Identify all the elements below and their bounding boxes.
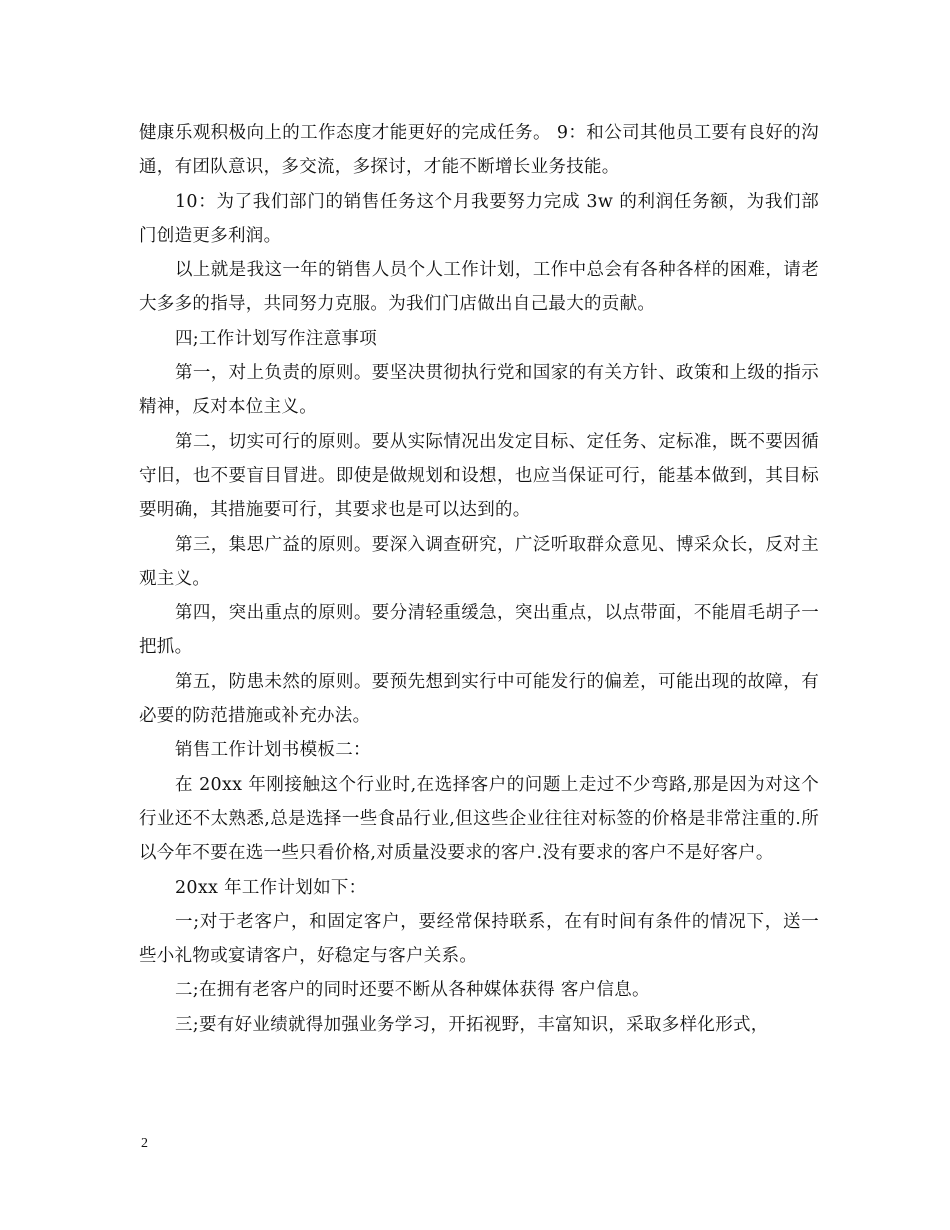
paragraph: 10：为了我们部门的销售任务这个月我要努力完成 3w 的利润任务额，为我们部门创造更多利润。 [139, 191, 819, 246]
paragraph: 第五，防患未然的原则。要预先想到实行中可能发行的偏差，可能出现的故障，有必要的防范措施或补充办法。 [139, 671, 819, 727]
paragraph: 第四，突出重点的原则。要分清轻重缓急，突出重点，以点带面，不能眉毛胡子一把抓。 [139, 603, 819, 658]
page-number: 2 [141, 1136, 148, 1151]
paragraph: 第一，对上负责的原则。要坚决贯彻执行党和国家的有关方针、政策和上级的指示精神，反对本位主义。 [139, 363, 819, 418]
paragraph: 一;对于老客户，和固定客户，要经常保持联系，在有时间有条件的情况下，送一些小礼物或宴请客户，好稳定与客户关系。 [139, 911, 819, 967]
section-heading: 20xx 年工作计划如下： [175, 877, 367, 898]
paragraph: 第二，切实可行的原则。要从实际情况出发定目标、定任务、定标准，既不要因循守旧，也不要盲目冒进。即使是做规划和设想，也应当保证可行，能基本做到，其目标要明确，其措施要可行，其要求也是可以达到的。 [139, 431, 819, 521]
paragraph: 二;在拥有老客户的同时还要不断从各种媒体获得 客户信息。 [175, 980, 650, 1001]
paragraph: 在 20xx 年刚接触这个行业时,在选择客户的问题上走过不少弯路,那是因为对这个行业还不太熟悉,总是选择一些食品行业,但这些企业往往对标签的价格是非常注重的.所以今年不要在选一些只看价格,对质量没要求的客户.没有要求的客户不是好客户。 [139, 774, 819, 864]
document-body [139, 116, 819, 1042]
paragraph: 健康乐观积极向上的工作态度才能更好的完成任务。 9：和公司其他员工要有良好的沟通，有团队意识，多交流，多探讨，才能不断增长业务技能。 [139, 123, 819, 178]
section-heading: 四;工作计划写作注意事项 [175, 328, 377, 349]
paragraph: 三;要有好业绩就得加强业务学习，开拓视野，丰富知识，采取多样化形式， [175, 1014, 769, 1035]
paragraph: 以上就是我这一年的销售人员个人工作计划，工作中总会有各种各样的困难，请老大多多的指导，共同努力克服。为我们门店做出自己最大的贡献。 [139, 260, 819, 315]
paragraph: 第三，集思广益的原则。要深入调查研究，广泛听取群众意见、博采众长，反对主观主义。 [139, 534, 819, 589]
section-heading: 销售工作计划书模板二： [175, 740, 371, 761]
